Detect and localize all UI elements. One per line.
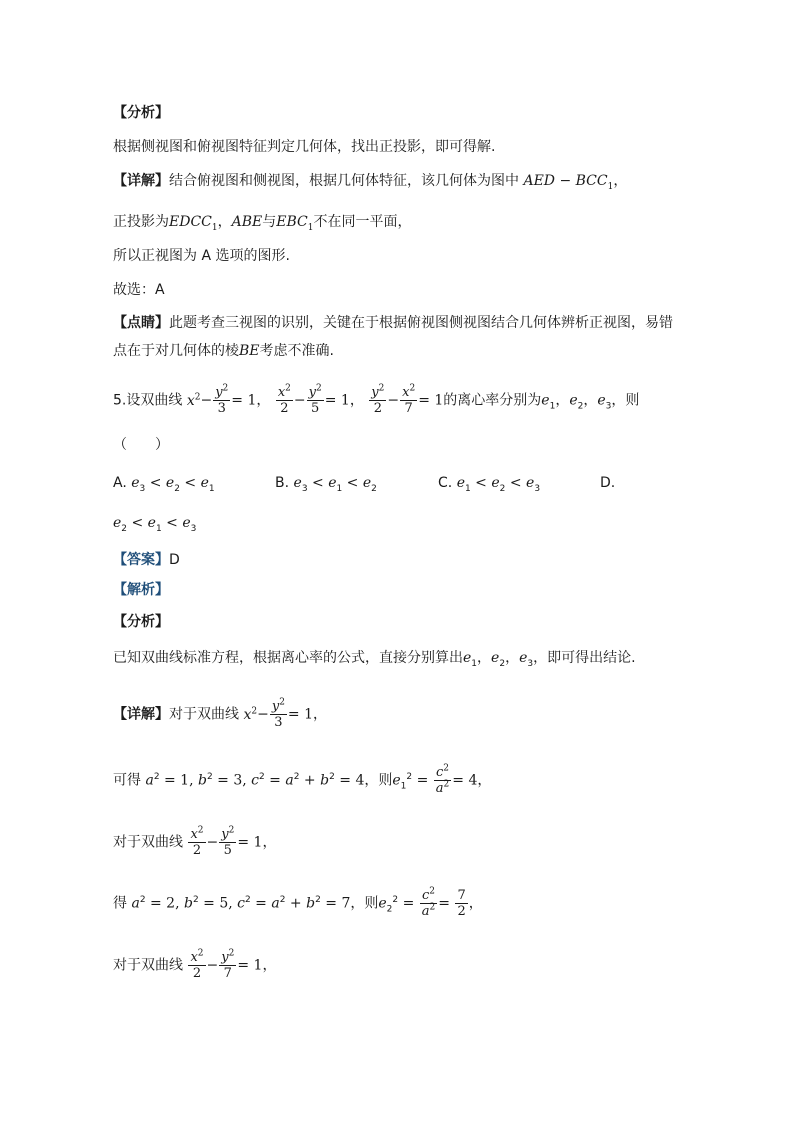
detail-2-line-3: 对于双曲线 $\frac{x^2}{2}$ − $\frac{y^2}{5}$ = 1， (113, 825, 277, 858)
analysis-text-content: 根据侧视图和俯视图特征判定几何体，找出正投影，即可得解. (113, 139, 496, 155)
face-abe: ABE (231, 214, 263, 230)
detail-line-2: 正投影为$EDCC_1$，ABE与$EBC_1$不在同一平面， (113, 214, 412, 233)
option-a[interactable]: A. $e_3 < e_2 < e_1$ (113, 475, 215, 494)
solid-name: AED − $BCC_1$ (523, 173, 614, 192)
option-d-content: $e_2 < e_1 < e_3$ (113, 515, 197, 534)
answer-tag: 【答案】 (113, 552, 169, 568)
answer-line (113, 550, 754, 570)
remark-line-2: 点在于对几何体的棱BE考虑不准确. (113, 343, 334, 359)
analysis-heading (113, 103, 754, 123)
answer-value: D (169, 552, 180, 568)
detail-tag: 【详解】 (113, 173, 169, 189)
detail-2-line-5: 对于双曲线 $\frac{x^2}{2}$ − $\frac{y^2}{7}$ = 1， (113, 948, 277, 981)
analysis-2-text: 已知双曲线标准方程，根据离心率的公式，直接分别算出$e_1$，$e_2$，$e_3$，即可得出结论. (113, 650, 636, 669)
option-c[interactable]: C. $e_1 < e_2 < e_3$ (438, 475, 541, 494)
question-5-paren: （ ） (113, 437, 169, 453)
face-ebc1: $EBC_1$ (276, 214, 314, 233)
hyperbola-1: $x^2$ (186, 391, 201, 409)
jiexi-heading: 【解析】 (113, 582, 169, 598)
question-5-label: 5.设双曲线 (113, 392, 183, 409)
hyperbola-2: $\frac{x^2}{2}$ (277, 383, 291, 416)
detail-text: 结合俯视图和侧视图，根据几何体特征，该几何体为图中 (169, 173, 519, 189)
edge-be: BE (239, 343, 260, 359)
choice-text: 故选：A (113, 282, 165, 298)
hyperbola-3: $\frac{y^2}{2}$ (371, 383, 385, 416)
detail-line-1: 【详解】结合俯视图和侧视图，根据几何体特征，该几何体为图中 AED − $BCC_1$， (113, 173, 628, 192)
conclusion-text: 所以正视图为 A 选项的图形. (113, 248, 290, 264)
analysis-2-heading: 【分析】 (113, 614, 169, 630)
analysis-text (113, 137, 754, 157)
analysis-tag: 【分析】 (113, 105, 169, 121)
detail-2-line-1: 【详解】对于双曲线 $x^2-$ $\frac{y^2}{3}$ = 1， (113, 697, 328, 730)
remark-tag: 【点睛】 (113, 315, 169, 331)
question-5-line: 5.设双曲线 $x^2-$ $\frac{y^2}{3}$ = 1， $\frac{x^2}{2}$ − $\frac{y^2}{5}$ = 1， $\frac{y^2}{2}$ − $\frac{x^2}{7}$ = 1的离心率分别为$e_1$，$e_2$，$e_3$，则 (113, 383, 640, 416)
remark-line-1: 【点睛】此题考查三视图的识别，关键在于根据俯视图侧视图结合几何体辨析正视图，易错 (113, 315, 673, 331)
detail-2-line-4: 得 $a^2 = 2$, $b^2 = 5$, $c^2 = a^2 + b^2 = 7$，则$e_2^2$ = $\frac{c^2}{a^2}$ = $\frac{7}{2}$ ， (113, 886, 483, 919)
option-b[interactable]: B. $e_3 < e_1 < e_2$ (275, 475, 377, 494)
detail-2-line-2: 可得 $a^2 = 1$, $b^2 = 3$, $c^2 = a^2 + b^2 = 4$，则$e_1^2$ = $\frac{c^2}{a^2}$ = 4， (113, 763, 492, 796)
frac-y2-3: $\frac{y^2}{3}$ (215, 383, 229, 416)
face-edcc1: $EDCC_1$ (169, 214, 218, 233)
option-d[interactable]: D. (600, 475, 616, 491)
